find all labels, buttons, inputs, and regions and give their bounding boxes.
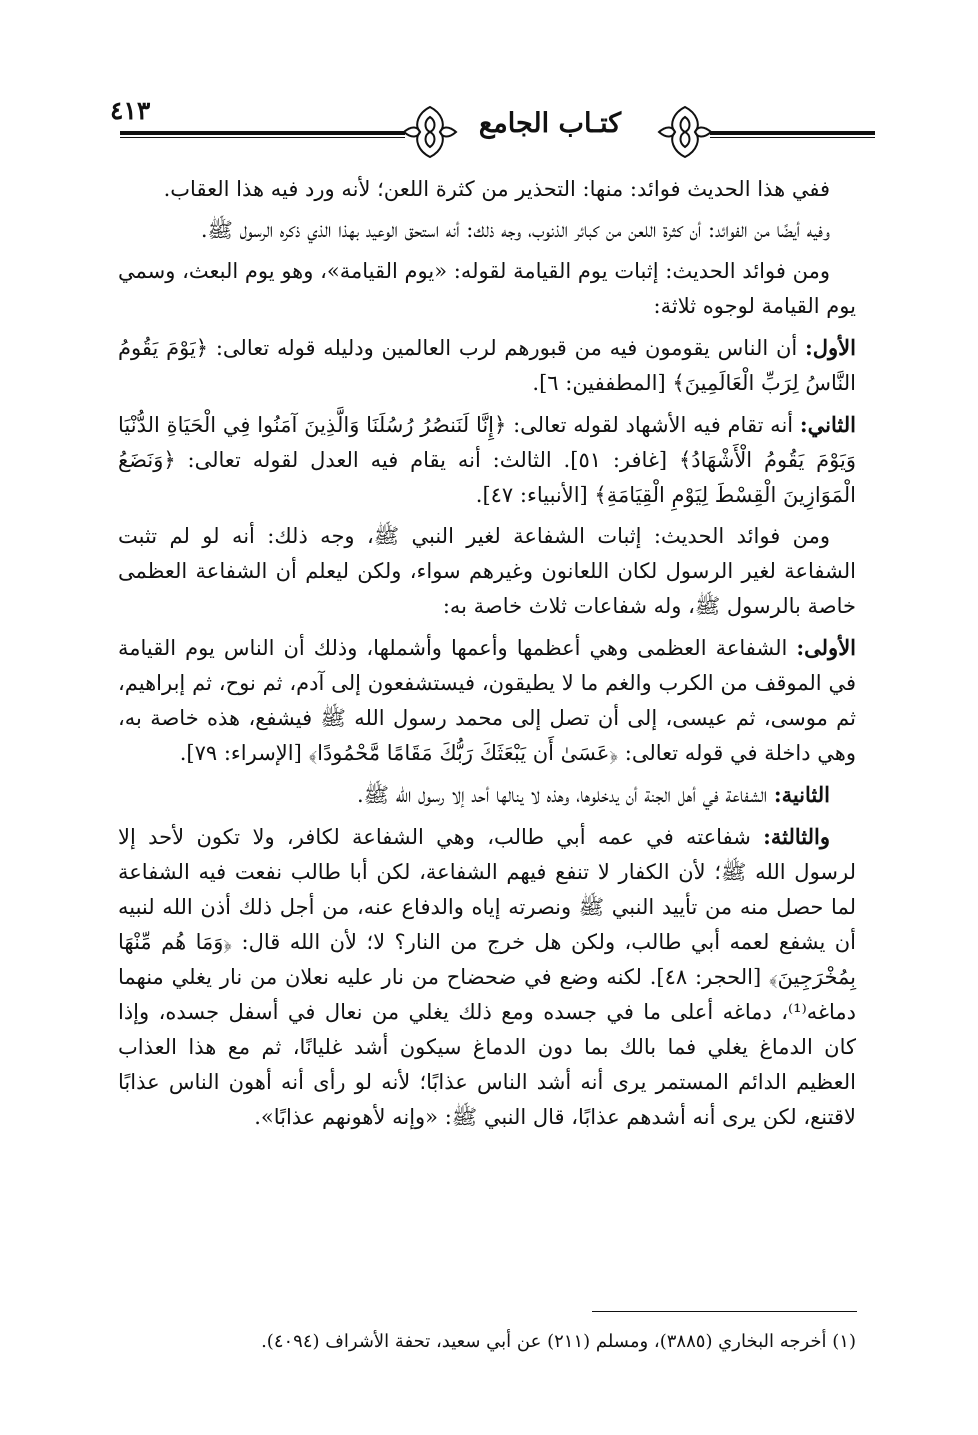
paragraph-first-reason xyxy=(118,330,856,401)
footnote: (١) أخرجه البخاري (٣٨٨٥)، ومسلم (٢١١) عن أبي سعيد، تحفة الأشراف (٤٠٩٤). xyxy=(261,1331,856,1352)
paragraph-lead: الأول: xyxy=(805,335,856,360)
paragraph-benefit-warning xyxy=(118,172,856,207)
paragraph-text: أن الناس يقومون فيه من قبورهم لرب العالمين ودليله قوله تعالى: ﴿يَوْمَ يَقُومُ النَّاسُ لِرَبِّ الْعَالَمِينَ﴾ [المطففين: ٦]. xyxy=(118,336,856,395)
paragraph-text: ومن فوائد الحديث: إثبات الشفاعة لغير النبي ﷺ، وجه ذلك: أنه لو لم تثبت الشفاعة لغير الرسول لكان اللعانون وغيرهم سواء، ولكن ليعلم أن الشفاعة العظمى خاصة بالرسول ﷺ، وله شفاعات ثلاث خاصة به: xyxy=(118,524,856,618)
page-header xyxy=(100,96,875,160)
header-rule-right xyxy=(710,131,875,138)
paragraph-major-sin xyxy=(118,213,856,248)
paragraph-text: ففي هذا الحديث فوائد: منها: التحذير من كثرة اللعن؛ لأنه ورد فيه هذا العقاب. xyxy=(163,177,830,201)
ornament-right-icon xyxy=(655,103,715,161)
paragraph-text: الشفاعة في أهل الجنة أن يدخلوها، وهذه لا ينالها أحد إلا رسول الله ﷺ. xyxy=(356,783,768,807)
paragraph-lead: والثالثة: xyxy=(763,824,830,849)
paragraph-second-third-reason xyxy=(118,407,856,513)
paragraph-lead: الثاني: xyxy=(799,412,856,437)
footnote-divider xyxy=(592,1311,857,1312)
paragraph-second-intercession xyxy=(118,777,856,813)
page-number: ٤١٣ xyxy=(110,96,151,125)
book-title: كتـاب الجامع xyxy=(478,108,622,139)
paragraph-text: الشفاعة العظمى وهي أعظمها وأعمها وأشملها، وذلك أن الناس يوم القيامة في الموقف من الكرب والغم ما لا يطيقون، فيستشفعون إلى آدم، ثم نوح، ثم إبراهيم، ثم موسى، ثم عيسى، إلى أن تصل إلى محمد رسول الله ﷺ فيشفع، هذه خاصة به، وهي داخلة في قوله تعالى: ﴿عَسَىٰ أَن يَبْعَثَكَ رَبُّكَ مَقَامًا مَّحْمُودًا﴾ [الإسراء: ٧٩]. xyxy=(118,636,856,765)
paragraph-intercession xyxy=(118,519,856,624)
paragraph-day-of-judgment xyxy=(118,254,856,324)
paragraph-text: أنه تقام فيه الأشهاد لقوله تعالى: ﴿إِنَّا لَنَنصُرُ رُسُلَنَا وَالَّذِينَ آمَنُوا فِي الْحَيَاةِ الدُّنْيَا وَيَوْمَ يَقُومُ الْأَشْهَادُ﴾ [غافر: ٥١]. الثالث: أنه يقام فيه العدل لقوله تعالى: ﴿وَنَضَعُ الْمَوَازِينَ الْقِسْطَ لِيَوْمِ الْقِيَامَةِ﴾ [الأنبياء: ٤٧]. xyxy=(118,413,856,507)
paragraph-lead: الثانية: xyxy=(773,782,830,807)
paragraph-lead: الأولى: xyxy=(796,635,857,660)
paragraph-text: وفيه أيضًا من الفوائد: أن كثرة اللعن من كبائر الذنوب، وجه ذلك: أنه استحق الوعيد بهذا الذي ذكره الرسول ﷺ. xyxy=(200,218,830,242)
paragraph-text: ومن فوائد الحديث: إثبات يوم القيامة لقوله: «يوم القيامة»، وهو يوم البعث، وسمي يوم القيامة لوجوه ثلاثة: xyxy=(118,259,856,318)
main-text xyxy=(118,172,856,1141)
paragraph-first-intercession xyxy=(118,630,856,771)
paragraph-third-intercession xyxy=(118,819,856,1135)
header-rule-left xyxy=(120,131,405,138)
paragraph-text: شفاعته في عمه أبي طالب، وهي الشفاعة لكافر، ولا تكون لأحد إلا لرسول الله ﷺ؛ لأن الكفار لا تنفع فيهم الشفاعة، لكن أبا طالب نفعت فيه الشفاعة لما حصل منه من تأييد النبي ﷺ ونصرته إياه والدفاع عنه، من أجل ذلك أذن الله لنبيه أن يشفع لعمه أبي طالب، ولكن هل خرج من النار؟ لا؛ لأن الله قال: ﴿وَمَا هُم مِّنْهَا بِمُخْرَجِينَ﴾ [الحجر: ٤٨]. لكنه وضع في ضحضاح من نار عليه نعلان من نار يغلي منهما دماغه⁽¹⁾، دماغه أعلى ما في جسده ومع ذلك يغلي من نعال في أسفل جسده، وإذا كان الدماغ يغلي فما بالك بما دون الدماغ سيكون أشد غليانًا، ثم مع هذا العذاب العظيم الدائم المستمر يرى أنه أشد الناس عذابًا؛ لأنه لو رأى أنه أهون الناس عذابًا لاقتنع، لكن يرى أنه أشدهم عذابًا، قال النبي ﷺ: «وإنه لأهونهم عذابًا». xyxy=(118,825,856,1129)
